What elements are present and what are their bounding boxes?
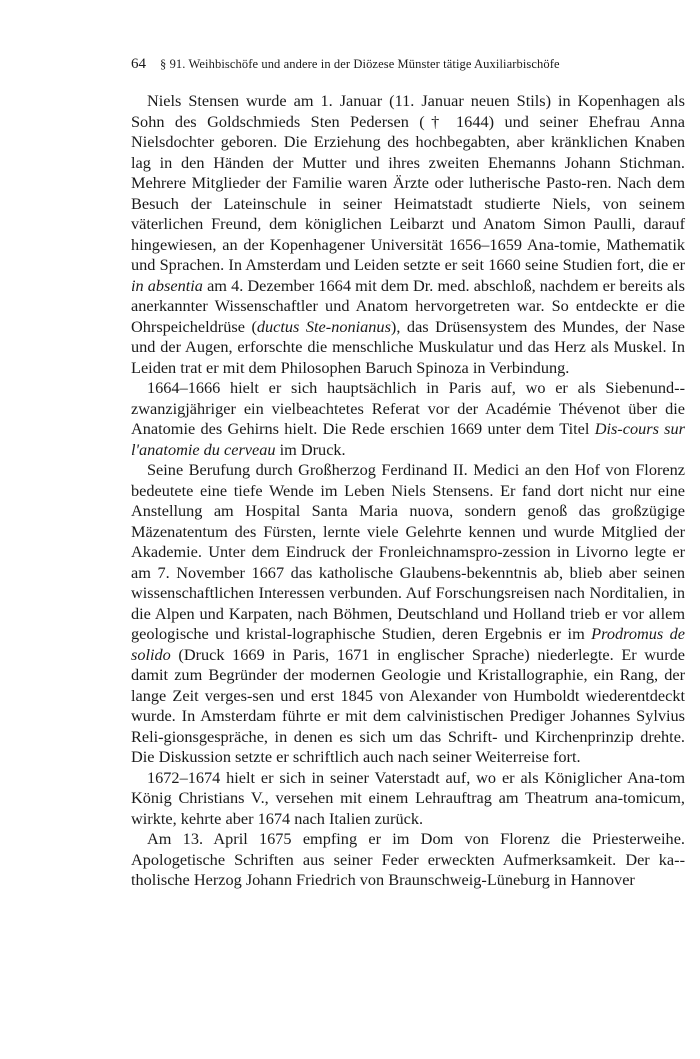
text-span: ), das Drüsensystem des Mundes, der Nase und der Augen, erforschte die menschliche Muskulatur und das Herz als Muskel. In Leiden trat er mit dem Philosophen Baruch Spinoza in Verbindung. [131,316,686,377]
text-span: am 4. Dezember 1664 mit dem Dr. med. abschloß, nachdem er bereits als anerkannter Wissenschaftler und Anatom hervorgetreten war. So entdeckte er die Ohrspeicheldrüse ( [131,275,685,336]
text-span: Am 13. April 1675 empfing er im Dom von Florenz die Priesterweihe. Apologetische Schriften aus seiner Feder erweckten Aufmerksamkeit. Der ka-tholische Herzog Johann Friedrich von Braunschweig-Lüneburg in Hannover [131,829,685,889]
italic-span: Prodromus de solido [131,624,685,664]
paragraph-4 [131,768,685,830]
italic-span: Dis-cours sur l'anatomie du cerveau [131,419,686,459]
section-title: § 91. Weihbischöfe und andere in der Diözese Münster tätige Auxiliarbischöfe [160,57,560,71]
text-span: Seine Berufung durch Großherzog Ferdinand II. Medici an den Hof von Florenz bedeutete eine tiefe Wende im Leben Niels Stensens. Er fand dort nicht nur eine Anstellung am Hospital Santa Maria nuova, sondern genoß das großzügige Mäzenatentum des Fürsten, lernte viele Gelehrte kennen und wurde Mitglied der Akademie. Unter dem Eindruck der Fronleichnamspro-zession in Livorno legte er am 7. November 1667 das katholische Glaubens-bekenntnis ab, blieb aber seinen wissenschaftlichen Interessen verbunden. Auf Forschungsreisen nach Norditalien, in die Alpen und Karpaten, nach Böhmen, Deutschland und Holland trieb er vor allem geologische und kristal-lographische Studien, deren Ergebnis er im [131,460,685,643]
running-head [131,56,685,73]
paragraph-5 [131,829,685,891]
paragraph-2 [131,378,685,460]
text-span: (Druck 1669 in Paris, 1671 in englischer Sprache) niederlegte. Er wurde damit zum Begründer der modernen Geologie und Kristallographie, ein Rang, der lange Zeit verges-sen und erst 1845 von Alexander von Humboldt wiederentdeckt wurde. In Amsterdam führte er mit dem calvinistischen Prediger Johannes Sylvius Reli-gionsgespräche, in denen es sich um das Schrift- und Kirchenprinzip drehte. Die Diskussion setzte er schriftlich auch nach seiner Weiterreise fort. [131,644,685,766]
text-span: 1664–1666 hielt er sich hauptsächlich in Paris auf, wo er als Siebenund-zwanzigjähriger ein vielbeachtetes Referat vor der Académie Thévenot über die Anatomie des Gehirns hielt. Die Rede erschien 1669 unter dem Titel [131,378,685,438]
text-span: Niels Stensen wurde am 1. Januar (11. Januar neuen Stils) in Kopenhagen als Sohn des Goldschmieds Sten Pedersen († 1644) und seiner Ehefrau Anna Nielsdochter geboren. Die Erziehung des hochbegabten, aber kränklichen Knaben lag in den Händen der Mutter und ihres zweiten Ehemanns Johann Stichman. Mehrere Mitglieder der Familie waren Ärzte oder lutherische Pasto-ren. Nach dem Besuch der Lateinschule in seiner Heimatstadt studierte Niels, von seinem väterlichen Freund, dem königlichen Leibarzt und Anatom Simon Paulli, darauf hingewiesen, an der Kopenhagener Universität 1656–1659 Ana-tomie, Mathematik und Sprachen. In Amsterdam und Leiden setzte er seit 1660 seine Studien fort, die er [131,91,685,274]
text-span: 1672–1674 hielt er sich in seiner Vaterstadt auf, wo er als Königlicher Ana-tom König Christians V., versehen mit einem Lehrauftrag am Theatrum ana-tomicum, wirkte, kehrte aber 1674 nach Italien zurück. [131,767,685,828]
page-number: 64 [131,56,146,72]
body-text [131,91,685,891]
italic-span: in absentia [131,275,203,295]
paragraph-1 [131,91,685,378]
italic-span: ductus Ste-nonianus [256,316,391,336]
paragraph-3 [131,460,685,768]
text-span: im Druck. [275,439,346,459]
